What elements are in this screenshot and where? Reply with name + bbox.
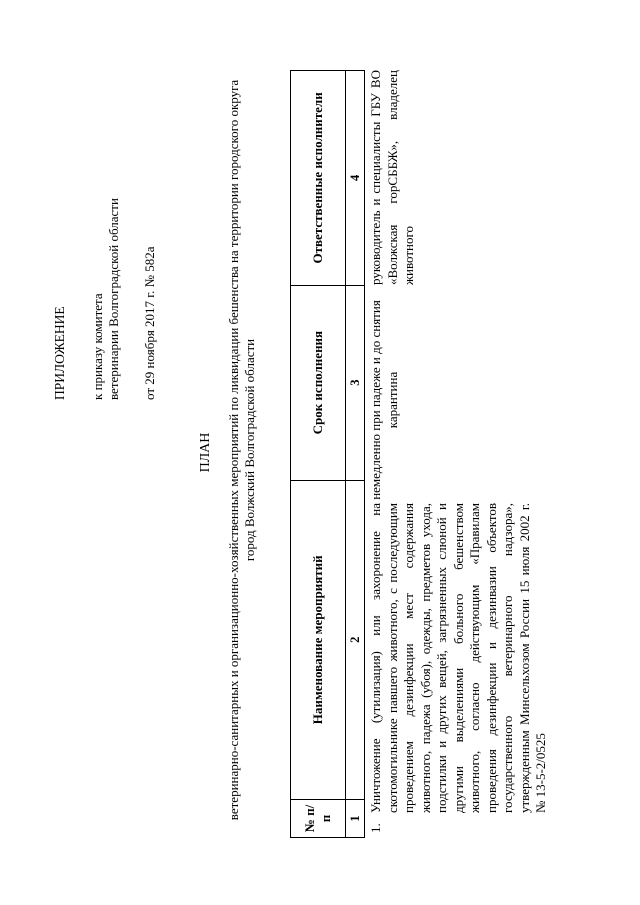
table-header-row bbox=[291, 71, 346, 838]
header-cell-number: № п/п bbox=[291, 800, 346, 838]
column-number: 4 bbox=[346, 71, 365, 286]
column-number: 1 bbox=[346, 800, 365, 838]
appendix-line: ветеринарии Волгоградской области bbox=[106, 198, 121, 400]
appendix-title: ПРИЛОЖЕНИЕ bbox=[52, 306, 67, 400]
plan-subtitle: ветеринарно-санитарных и организационно-хозяйственных мероприятий по ликвидации бешенства на территории городского округа город Волжский Волгоградской области bbox=[226, 79, 257, 821]
column-number: 2 bbox=[346, 480, 365, 800]
appendix-date: от 29 ноября 2017 г. № 582а bbox=[142, 246, 157, 400]
table-numbering-row bbox=[346, 71, 365, 838]
row-term: немедленно при падеже и до снятия карантина bbox=[368, 300, 400, 500]
row-number: 1. bbox=[368, 823, 383, 833]
row-activity-name: Уничтожение (утилизация) или захоронение на скотомогильнике павшего животного, с последующим проведением дезинфекции мест содержания животного, падежа (убоя), одежды, предметов ухода, подстилки и других вещей, загрязненных слюной и другими выделениями больного бешенством животного, согласно действующим «Правилам проведения дезинфекции и дезинвазии объектов государственного ветеринарного надзора», утвержденным Минсельхозом России 15 июля 2002 г. № 13-5-2/0525 bbox=[368, 503, 548, 813]
header-cell-term: Срок исполнения bbox=[291, 285, 346, 480]
appendix-block bbox=[52, 70, 158, 400]
appendix-line: к приказу комитета bbox=[90, 293, 105, 400]
plan-title: ПЛАН bbox=[198, 432, 213, 473]
column-number: 3 bbox=[346, 285, 365, 480]
row-responsible: руководитель и специалисты ГБУ ВО «Волжская горСББЖ», владелец животного bbox=[368, 70, 416, 285]
plan-table bbox=[290, 70, 365, 838]
header-cell-name: Наименование мероприятий bbox=[291, 480, 346, 800]
header-cell-responsible: Ответственные исполнители bbox=[291, 71, 346, 286]
